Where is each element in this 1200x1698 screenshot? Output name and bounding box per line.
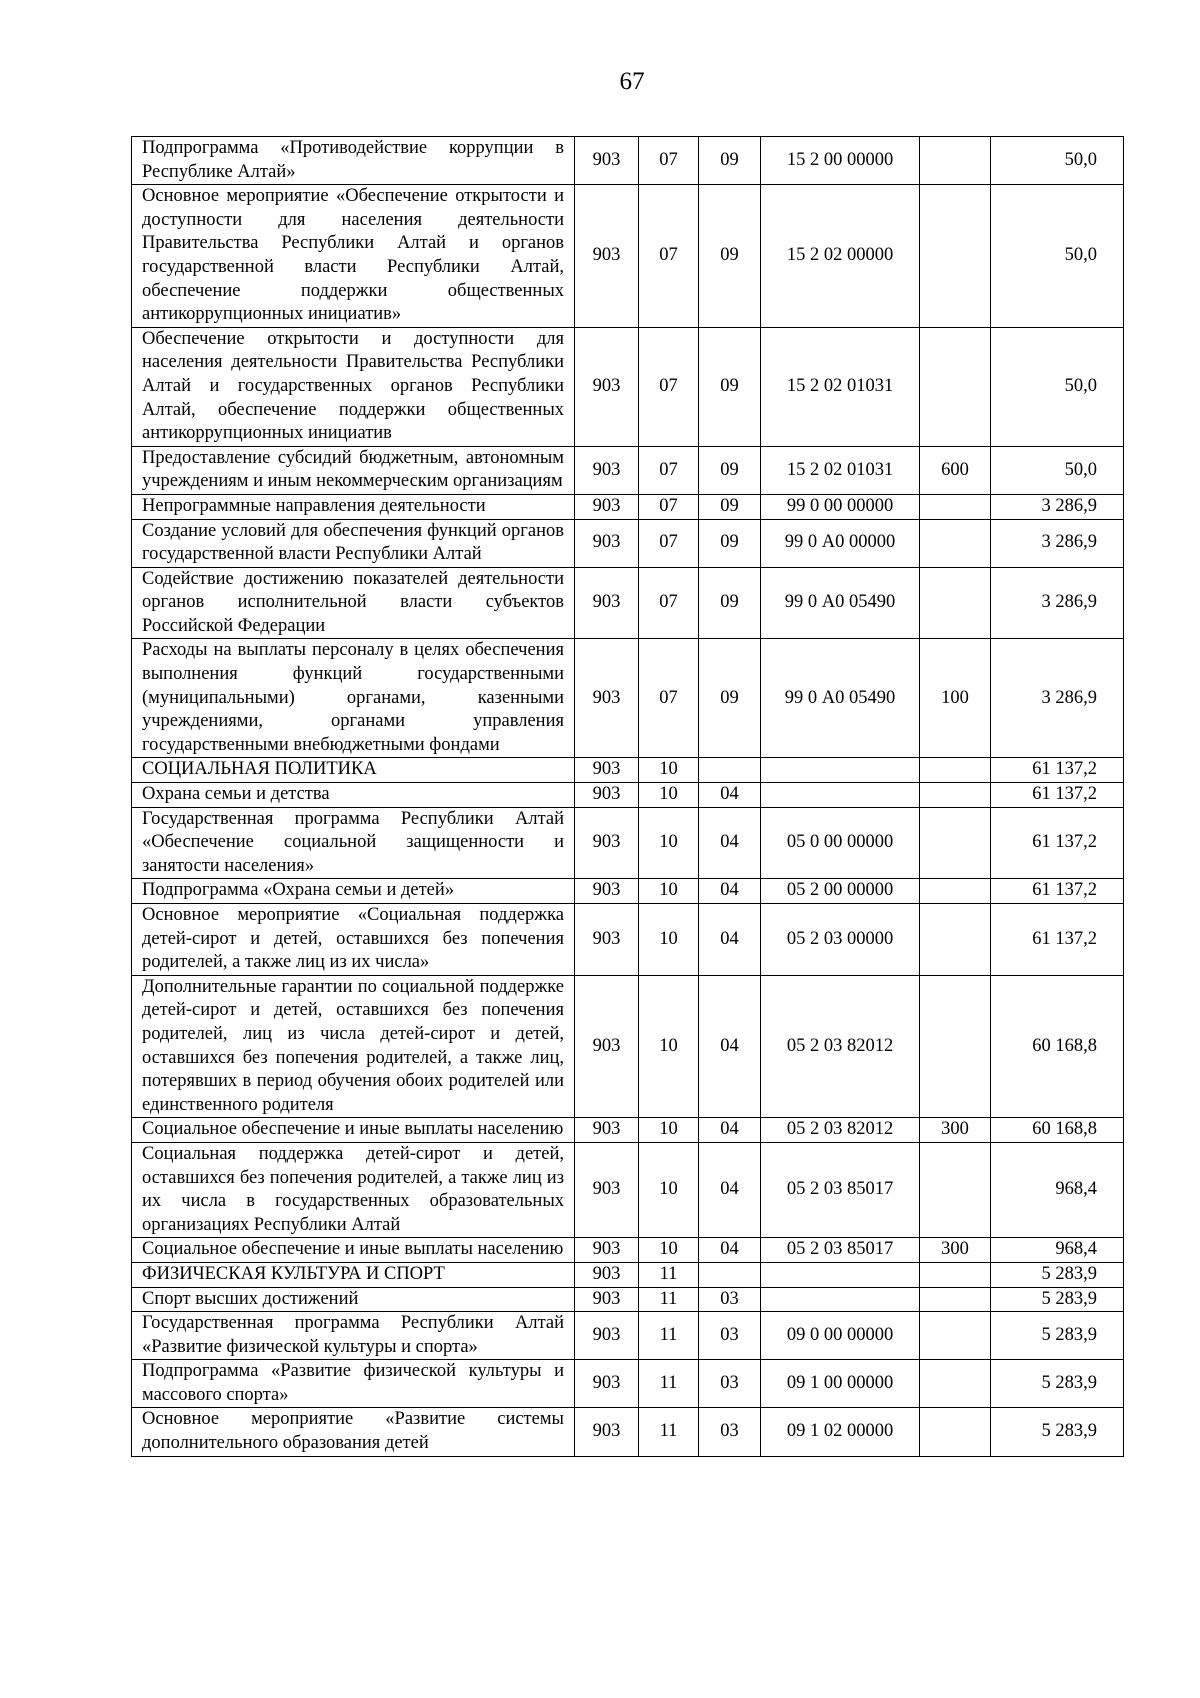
row-expense-type-cell — [920, 1287, 991, 1312]
row-subsection-cell: 04 — [699, 904, 761, 976]
row-expense-type-cell — [920, 519, 991, 567]
row-name-cell: Основное мероприятие «Развитие системы дополнительного образования детей — [132, 1408, 575, 1456]
row-grbs-cell: 903 — [575, 494, 639, 519]
row-sum-cell: 3 286,9 — [991, 519, 1124, 567]
budget-table — [131, 136, 1124, 1457]
row-target-article-cell: 15 2 02 01031 — [761, 446, 920, 494]
row-grbs-cell: 903 — [575, 879, 639, 904]
row-section-cell: 10 — [639, 1142, 699, 1237]
row-grbs-cell: 903 — [575, 1262, 639, 1287]
row-expense-type-cell: 300 — [920, 1238, 991, 1263]
table-row — [132, 446, 1124, 494]
row-sum-cell: 61 137,2 — [991, 879, 1124, 904]
row-sum-cell: 50,0 — [991, 185, 1124, 328]
row-section-cell: 07 — [639, 519, 699, 567]
row-subsection-cell: 04 — [699, 879, 761, 904]
row-section-cell: 10 — [639, 904, 699, 976]
table-row — [132, 519, 1124, 567]
row-name-cell: Содействие достижению показателей деятельности органов исполнительной власти субъектов Российской Федерации — [132, 567, 575, 639]
row-section-cell: 11 — [639, 1360, 699, 1408]
row-sum-cell: 5 283,9 — [991, 1287, 1124, 1312]
row-target-article-cell: 05 2 03 00000 — [761, 904, 920, 976]
row-target-article-cell: 05 2 03 82012 — [761, 1118, 920, 1143]
row-subsection-cell: 09 — [699, 519, 761, 567]
row-target-article-cell — [761, 1262, 920, 1287]
row-subsection-cell: 09 — [699, 327, 761, 446]
row-grbs-cell: 903 — [575, 904, 639, 976]
page-number: 67 — [619, 68, 645, 95]
row-sum-cell: 61 137,2 — [991, 783, 1124, 808]
row-subsection-cell — [699, 758, 761, 783]
row-subsection-cell: 03 — [699, 1287, 761, 1312]
table-row — [132, 1118, 1124, 1143]
table-row — [132, 758, 1124, 783]
row-sum-cell: 61 137,2 — [991, 807, 1124, 879]
row-target-article-cell: 05 0 00 00000 — [761, 807, 920, 879]
row-name-cell: Социальное обеспечение и иные выплаты населению — [132, 1238, 575, 1263]
row-section-cell: 07 — [639, 327, 699, 446]
row-name-cell: Основное мероприятие «Социальная поддержка детей-сирот и детей, оставшихся без попечения родителей, а также лиц из их числа» — [132, 904, 575, 976]
row-expense-type-cell — [920, 783, 991, 808]
row-expense-type-cell — [920, 567, 991, 639]
row-target-article-cell: 99 0 А0 05490 — [761, 567, 920, 639]
row-name-cell: Предоставление субсидий бюджетным, автономным учреждениям и иным некоммерческим организациям — [132, 446, 575, 494]
row-expense-type-cell — [920, 807, 991, 879]
row-subsection-cell: 03 — [699, 1408, 761, 1456]
row-section-cell: 07 — [639, 567, 699, 639]
row-subsection-cell: 09 — [699, 137, 761, 185]
row-name-cell: Социальное обеспечение и иные выплаты населению — [132, 1118, 575, 1143]
row-name-cell: Спорт высших достижений — [132, 1287, 575, 1312]
row-target-article-cell: 09 1 02 00000 — [761, 1408, 920, 1456]
row-expense-type-cell — [920, 975, 991, 1118]
row-grbs-cell: 903 — [575, 1408, 639, 1456]
row-expense-type-cell — [920, 1408, 991, 1456]
row-section-cell: 11 — [639, 1312, 699, 1360]
row-subsection-cell: 04 — [699, 807, 761, 879]
row-name-cell: Подпрограмма «Противодействие коррупции в Республике Алтай» — [132, 137, 575, 185]
row-section-cell: 10 — [639, 783, 699, 808]
row-section-cell: 07 — [639, 639, 699, 758]
row-name-cell: Обеспечение открытости и доступности для населения деятельности Правительства Республики Алтай и государственных органов Республики Алтай, обеспечение поддержки общественных антикоррупционных инициатив — [132, 327, 575, 446]
row-subsection-cell: 09 — [699, 185, 761, 328]
row-sum-cell: 3 286,9 — [991, 639, 1124, 758]
table-row — [132, 567, 1124, 639]
row-expense-type-cell — [920, 758, 991, 783]
row-section-cell: 07 — [639, 137, 699, 185]
row-grbs-cell: 903 — [575, 1142, 639, 1237]
row-section-cell: 10 — [639, 879, 699, 904]
row-sum-cell: 61 137,2 — [991, 904, 1124, 976]
row-sum-cell: 5 283,9 — [991, 1262, 1124, 1287]
row-subsection-cell: 04 — [699, 1118, 761, 1143]
row-expense-type-cell: 100 — [920, 639, 991, 758]
table-row — [132, 1312, 1124, 1360]
row-target-article-cell: 99 0 А0 00000 — [761, 519, 920, 567]
row-expense-type-cell — [920, 1360, 991, 1408]
row-grbs-cell: 903 — [575, 446, 639, 494]
row-sum-cell: 61 137,2 — [991, 758, 1124, 783]
row-expense-type-cell — [920, 1142, 991, 1237]
row-name-cell: Социальная поддержка детей-сирот и детей, оставшихся без попечения родителей, а также лиц из их числа в государственных образовательных организациях Республики Алтай — [132, 1142, 575, 1237]
row-subsection-cell: 03 — [699, 1360, 761, 1408]
row-grbs-cell: 903 — [575, 137, 639, 185]
row-target-article-cell: 15 2 02 01031 — [761, 327, 920, 446]
row-subsection-cell: 09 — [699, 494, 761, 519]
table-row — [132, 1408, 1124, 1456]
row-name-cell: Основное мероприятие «Обеспечение открытости и доступности для населения деятельности Правительства Республики Алтай и органов государственной власти Республики Алтай, обеспечение поддержки общественных антикоррупционных инициатив» — [132, 185, 575, 328]
row-expense-type-cell: 600 — [920, 446, 991, 494]
row-target-article-cell: 99 0 А0 05490 — [761, 639, 920, 758]
row-section-cell: 07 — [639, 185, 699, 328]
row-name-cell: Подпрограмма «Охрана семьи и детей» — [132, 879, 575, 904]
row-name-cell: Создание условий для обеспечения функций органов государственной власти Республики Алтай — [132, 519, 575, 567]
table-row — [132, 494, 1124, 519]
row-section-cell: 10 — [639, 1118, 699, 1143]
row-grbs-cell: 903 — [575, 327, 639, 446]
table-row — [132, 807, 1124, 879]
row-sum-cell: 5 283,9 — [991, 1312, 1124, 1360]
row-name-cell: Охрана семьи и детства — [132, 783, 575, 808]
row-target-article-cell: 15 2 02 00000 — [761, 185, 920, 328]
row-name-cell: Государственная программа Республики Алтай «Развитие физической культуры и спорта» — [132, 1312, 575, 1360]
table-row — [132, 1360, 1124, 1408]
row-subsection-cell: 04 — [699, 1142, 761, 1237]
table-row — [132, 327, 1124, 446]
row-name-cell: ФИЗИЧЕСКАЯ КУЛЬТУРА И СПОРТ — [132, 1262, 575, 1287]
table-row — [132, 904, 1124, 976]
row-grbs-cell: 903 — [575, 639, 639, 758]
row-sum-cell: 50,0 — [991, 446, 1124, 494]
table-row — [132, 1262, 1124, 1287]
row-name-cell: Дополнительные гарантии по социальной поддержке детей-сирот и детей, оставшихся без попечения родителей, лиц из числа детей-сирот и детей, оставшихся без попечения родителей, а также лиц, потерявших в период обучения обоих родителей или единственного родителя — [132, 975, 575, 1118]
row-subsection-cell: 09 — [699, 446, 761, 494]
row-subsection-cell: 09 — [699, 567, 761, 639]
row-section-cell: 11 — [639, 1287, 699, 1312]
row-name-cell: Расходы на выплаты персоналу в целях обеспечения выполнения функций государственными (муниципальными) органами, казенными учреждениями, органами управления государственными внебюджетными фондами — [132, 639, 575, 758]
row-target-article-cell: 15 2 00 00000 — [761, 137, 920, 185]
row-subsection-cell — [699, 1262, 761, 1287]
row-target-article-cell — [761, 783, 920, 808]
row-expense-type-cell — [920, 904, 991, 976]
row-sum-cell: 968,4 — [991, 1142, 1124, 1237]
row-subsection-cell: 03 — [699, 1312, 761, 1360]
row-target-article-cell: 05 2 00 00000 — [761, 879, 920, 904]
row-expense-type-cell — [920, 1262, 991, 1287]
row-subsection-cell: 04 — [699, 975, 761, 1118]
row-grbs-cell: 903 — [575, 1118, 639, 1143]
row-section-cell: 10 — [639, 1238, 699, 1263]
table-row — [132, 1287, 1124, 1312]
row-grbs-cell: 903 — [575, 758, 639, 783]
table-row — [132, 639, 1124, 758]
row-subsection-cell: 04 — [699, 783, 761, 808]
row-sum-cell: 5 283,9 — [991, 1360, 1124, 1408]
row-expense-type-cell — [920, 494, 991, 519]
table-row — [132, 879, 1124, 904]
row-name-cell: СОЦИАЛЬНАЯ ПОЛИТИКА — [132, 758, 575, 783]
table-row — [132, 975, 1124, 1118]
row-target-article-cell — [761, 758, 920, 783]
table-row — [132, 1238, 1124, 1263]
row-grbs-cell: 903 — [575, 1360, 639, 1408]
row-section-cell: 11 — [639, 1408, 699, 1456]
row-sum-cell: 5 283,9 — [991, 1408, 1124, 1456]
row-name-cell: Подпрограмма «Развитие физической культуры и массового спорта» — [132, 1360, 575, 1408]
row-target-article-cell: 09 0 00 00000 — [761, 1312, 920, 1360]
row-grbs-cell: 903 — [575, 783, 639, 808]
row-target-article-cell — [761, 1287, 920, 1312]
row-target-article-cell: 09 1 00 00000 — [761, 1360, 920, 1408]
row-sum-cell: 50,0 — [991, 327, 1124, 446]
row-sum-cell: 60 168,8 — [991, 975, 1124, 1118]
row-sum-cell: 968,4 — [991, 1238, 1124, 1263]
row-expense-type-cell — [920, 137, 991, 185]
row-subsection-cell: 09 — [699, 639, 761, 758]
row-sum-cell: 3 286,9 — [991, 567, 1124, 639]
row-target-article-cell: 05 2 03 85017 — [761, 1238, 920, 1263]
row-expense-type-cell — [920, 185, 991, 328]
row-section-cell: 10 — [639, 975, 699, 1118]
row-expense-type-cell — [920, 327, 991, 446]
row-expense-type-cell: 300 — [920, 1118, 991, 1143]
row-grbs-cell: 903 — [575, 1238, 639, 1263]
row-sum-cell: 60 168,8 — [991, 1118, 1124, 1143]
budget-table-body — [132, 137, 1124, 1457]
row-grbs-cell: 903 — [575, 1287, 639, 1312]
row-expense-type-cell — [920, 879, 991, 904]
row-section-cell: 10 — [639, 807, 699, 879]
row-sum-cell: 3 286,9 — [991, 494, 1124, 519]
row-grbs-cell: 903 — [575, 567, 639, 639]
row-section-cell: 10 — [639, 758, 699, 783]
row-grbs-cell: 903 — [575, 519, 639, 567]
row-grbs-cell: 903 — [575, 975, 639, 1118]
row-target-article-cell: 05 2 03 85017 — [761, 1142, 920, 1237]
table-row — [132, 783, 1124, 808]
row-section-cell: 11 — [639, 1262, 699, 1287]
row-expense-type-cell — [920, 1312, 991, 1360]
row-subsection-cell: 04 — [699, 1238, 761, 1263]
table-row — [132, 185, 1124, 328]
row-target-article-cell: 99 0 00 00000 — [761, 494, 920, 519]
row-section-cell: 07 — [639, 446, 699, 494]
row-grbs-cell: 903 — [575, 807, 639, 879]
row-target-article-cell: 05 2 03 82012 — [761, 975, 920, 1118]
table-row — [132, 137, 1124, 185]
table-row — [132, 1142, 1124, 1237]
row-sum-cell: 50,0 — [991, 137, 1124, 185]
row-grbs-cell: 903 — [575, 1312, 639, 1360]
row-grbs-cell: 903 — [575, 185, 639, 328]
row-name-cell: Непрограммные направления деятельности — [132, 494, 575, 519]
row-name-cell: Государственная программа Республики Алтай «Обеспечение социальной защищенности и занятости населения» — [132, 807, 575, 879]
row-section-cell: 07 — [639, 494, 699, 519]
